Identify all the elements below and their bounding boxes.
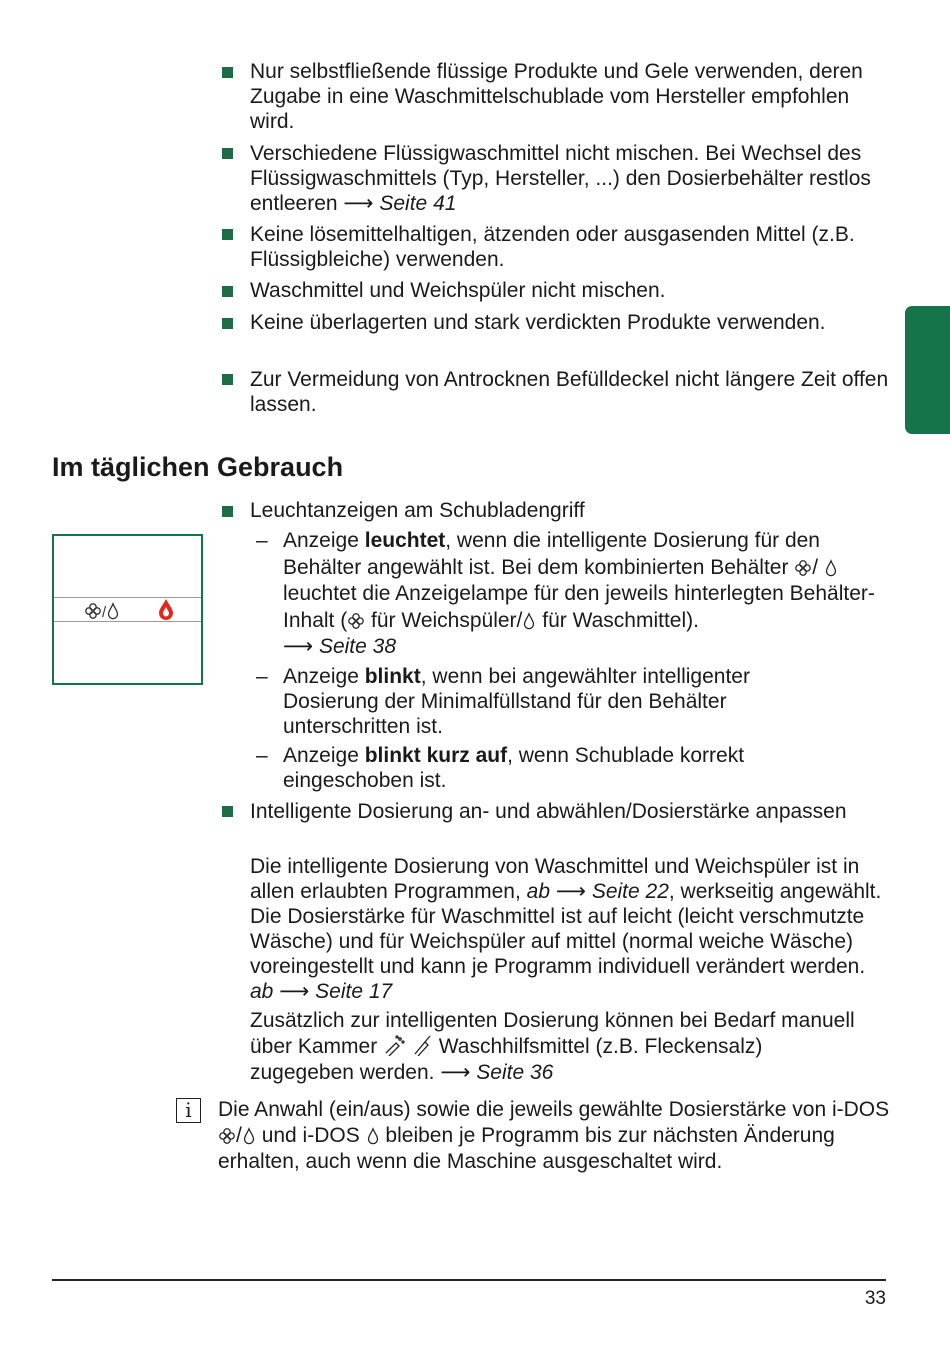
list-item: Anzeige blinkt, wenn bei angewählter intelligenter Dosierung der Minimalfüllstand für den Behälter unterschritten ist. [283,665,750,738]
panel-line [54,621,201,622]
bullet-marker [222,506,233,517]
paragraph: Zusätzlich zur intelligenten Dosierung können bei Bedarf manuell über Kammer Waschhilfsmittel (z.B. Fleckensalz) zugegeben werden. ⟶ Seite 36 [250,1009,855,1084]
list-item: Nur selbstfließende flüssige Produkte und Gele verwenden, deren Zugabe in eine Waschmittelschublade vom Hersteller empfohlen wird. [250,60,863,133]
flower-icon [218,1127,236,1145]
drop-icon [366,1127,380,1145]
list-item: Keine lösemittelhaltigen, ätzenden oder ausgasenden Mittel (z.B. Flüssigbleiche) verwenden. [250,223,855,271]
footer-rule [52,1279,886,1281]
list-item: Verschiedene Flüssigwaschmittel nicht mischen. Bei Wechsel des Flüssigwaschmittels (Typ, Hersteller, ...) den Dosierbehälter restlos entleeren ⟶ Seite 41 [250,142,871,215]
flower-icon [347,612,365,630]
bullet-marker [222,229,233,240]
page-reference: Seite 22 [591,880,669,903]
info-icon: i [176,1098,201,1123]
arrow: ⟶ [555,880,586,903]
panel-separator: / [102,604,107,621]
chapter-tab [905,306,950,434]
drop-icon [522,612,536,630]
list-item: Leuchtanzeigen am Schubladengriff [250,499,585,522]
panel-label [84,602,120,621]
bullet-marker [222,67,233,78]
arrow: ⟶ [440,1061,471,1084]
drop-icon [242,1127,256,1145]
drop-icon [824,559,838,577]
arrow: ⟶ [343,192,374,215]
panel-line [54,597,201,598]
list-item: Zur Vermeidung von Antrocknen Befülldeckel nicht längere Zeit offen lassen. [250,368,889,416]
arrow: ⟶ [283,635,314,658]
stain-remover-icon [411,1034,433,1056]
dash-marker: – [256,744,268,767]
page-reference: Seite 38 [318,635,397,658]
list-item: Anzeige leuchtet, wenn die intelligente Dosierung für den Behälter angewählt ist. Bei dem kombinierten Behälter / leuchtet die Anzeigelampe für den jeweils hinterlegten Behälter-Inhalt ( für Weichspüler/ für Waschmittel). ⟶ Seite 38 [283,529,875,658]
page-reference: Seite 36 [476,1061,554,1084]
drop-icon [106,602,120,620]
flower-icon [794,559,812,577]
list-item: Waschmittel und Weichspüler nicht mischen. [250,279,666,302]
indicator-panel-illustration [52,534,203,685]
page-reference: Seite 41 [379,192,457,215]
section-heading: Im täglichen Gebrauch [52,452,344,482]
list-item: Intelligente Dosierung an- und abwählen/Dosierstärke anpassen [250,800,847,823]
dash-marker: – [256,665,268,688]
bullet-marker [222,318,233,329]
page-reference: Seite 17 [315,980,393,1003]
list-item: Keine überlagerten und stark verdickten Produkte verwenden. [250,311,826,334]
stain-remover-icon [383,1034,405,1056]
list-item: Anzeige blinkt kurz auf, wenn Schublade korrekt eingeschoben ist. [283,744,745,792]
red-drop-indicator-icon [156,597,176,621]
bullet-marker [222,374,233,385]
bullet-marker [222,148,233,159]
info-note: Die Anwahl (ein/aus) sowie die jeweils gewählte Dosierstärke von i-DOS / und i-DOS bleiben je Programm bis zur nächsten Änderung erhalten, auch wenn die Maschine ausgeschaltet wird. [218,1098,890,1173]
bullet-marker [222,806,233,817]
dash-marker: – [256,529,268,552]
page-number: 33 [864,1288,886,1309]
flower-icon [84,602,102,620]
arrow: ⟶ [279,980,310,1003]
bullet-marker [222,286,233,297]
paragraph: Die intelligente Dosierung von Waschmittel und Weichspüler ist in allen erlaubten Programmen, ab ⟶ Seite 22, werkseitig angewählt. Die Dosierstärke für Waschmittel ist auf leicht (leicht verschmutzte Wäsche) und für Weichspüler auf mittel (normal weiche Wäsche) voreingestellt und kann je Programm individuell verändert werden. ab ⟶ Seite 17 [250,855,882,1003]
